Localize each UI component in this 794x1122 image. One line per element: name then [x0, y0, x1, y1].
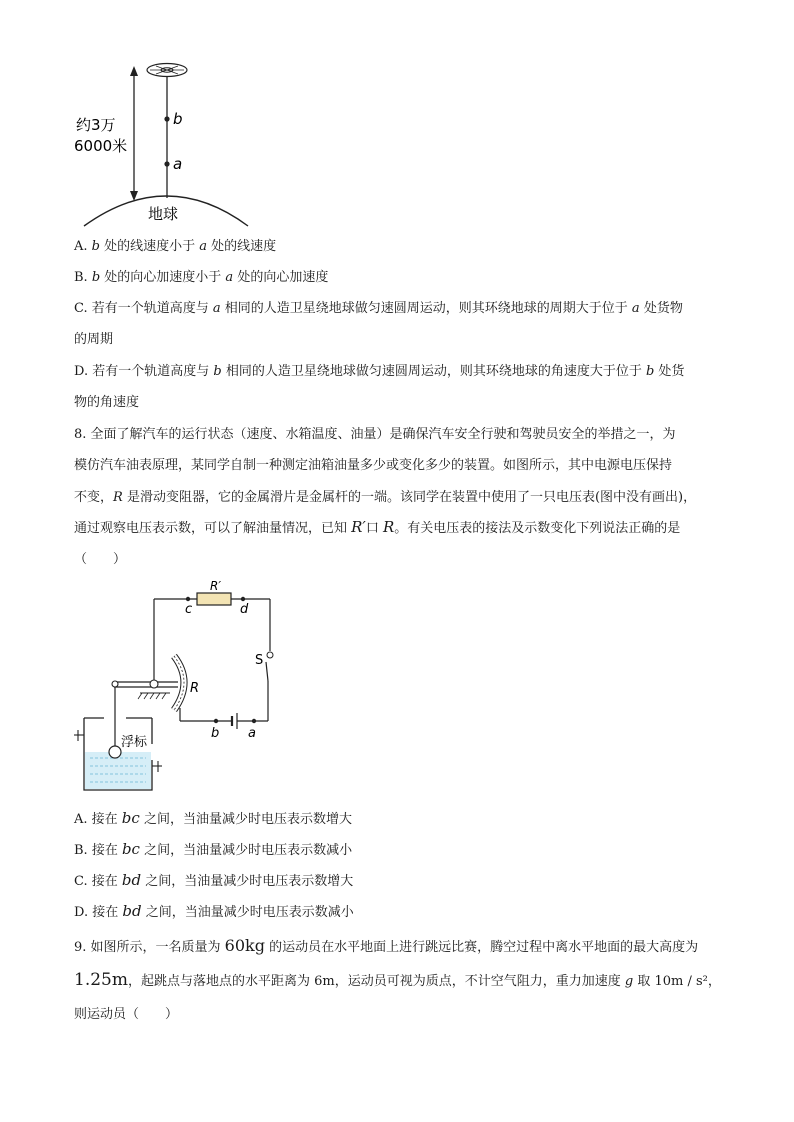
node-d-label: d [240, 602, 249, 617]
resistor-r-prime [197, 593, 231, 605]
node-b [214, 719, 218, 723]
q9-stem-line1: 9. 如图所示，一名质量为 60kg 的运动员在水平地面上进行跳远比赛，腾空过程中离水平地面的最大高度为 [74, 936, 699, 955]
node-b-label: b [211, 726, 220, 741]
q8-option-c[interactable]: C. 接在 bd 之间，当油量减少时电压表示数增大 [74, 871, 354, 889]
q8-option-b[interactable]: B. 接在 bc 之间，当油量减少时电压表示数减小 [74, 840, 353, 858]
point-b-dot [164, 116, 169, 121]
point-b-label: b [173, 110, 183, 128]
rheostat-r-label: R [190, 681, 200, 696]
q7-option-b[interactable]: B. b 处的向心加速度小于 a 处的向心加速度 [74, 270, 329, 285]
q7-option-a[interactable]: A. b 处的线速度小于 a 处的线速度 [74, 239, 277, 254]
node-c [186, 597, 190, 601]
q7-option-c-cont: 的周期 [74, 332, 114, 347]
q8-stem-line4: 通过观察电压表示数，可以了解油量情况，已知 R′口 R。有关电压表的接法及示数变化下列说法正确的是 [74, 518, 681, 536]
q8-option-a[interactable]: A. 接在 bc 之间，当油量减少时电压表示数增大 [74, 809, 352, 827]
node-c-label: c [185, 602, 193, 617]
point-a-label: a [173, 155, 183, 173]
q8-stem-line5: （ ） [74, 552, 127, 567]
resistor-r-prime-label: R′ [210, 579, 222, 593]
space-elevator-figure [70, 58, 260, 228]
q9-stem-line2: 1.25m，起跳点与落地点的水平距离为 6m，运动员可视为质点，不计空气阻力，重力加速度 g 取 10m / s²， [74, 970, 721, 990]
q9-stem-line3: 则运动员（ ） [74, 1007, 179, 1022]
node-a [252, 719, 256, 723]
pivot-icon [150, 680, 158, 688]
q8-stem-line2: 模仿汽车油表原理，某同学自制一种测定油箱油量多少或变化多少的装置。如图所示，其中电源电压保持 [74, 458, 673, 473]
fuel-gauge-circuit-figure [70, 578, 300, 800]
arrow-up-head [130, 66, 138, 76]
q7-option-d-cont: 物的角速度 [74, 395, 140, 410]
switch-s [267, 652, 273, 658]
float-label: 浮标 [121, 735, 148, 750]
earth-label: 地球 [148, 205, 179, 223]
height-label-line2: 6000米 [74, 137, 128, 155]
node-a-label: a [248, 726, 256, 741]
q8-stem-line1: 8. 全面了解汽车的运行状态（速度、水箱温度、油量）是确保汽车安全行驶和驾驶员安全的举措之一，为 [74, 427, 676, 442]
q8-stem-line3: 不变，R 是滑动变阻器，它的金属滑片是金属杆的一端。该同学在装置中使用了一只电压表(图中没有画出)， [74, 490, 697, 505]
q7-option-c[interactable]: C. 若有一个轨道高度与 a 相同的人造卫星绕地球做匀速圆周运动，则其环绕地球的周期大于位于 a 处货物 [74, 301, 683, 316]
point-a-dot [164, 161, 169, 166]
float-icon [109, 746, 121, 758]
switch-s-label: S [255, 653, 264, 668]
node-d [241, 597, 245, 601]
height-label-line1: 约3万 [76, 116, 116, 134]
q7-option-d[interactable]: D. 若有一个轨道高度与 b 相同的人造卫星绕地球做匀速圆周运动，则其环绕地球的角速度大于位于 b 处货 [74, 364, 685, 379]
q8-option-d[interactable]: D. 接在 bd 之间，当油量减少时电压表示数减小 [74, 902, 354, 920]
